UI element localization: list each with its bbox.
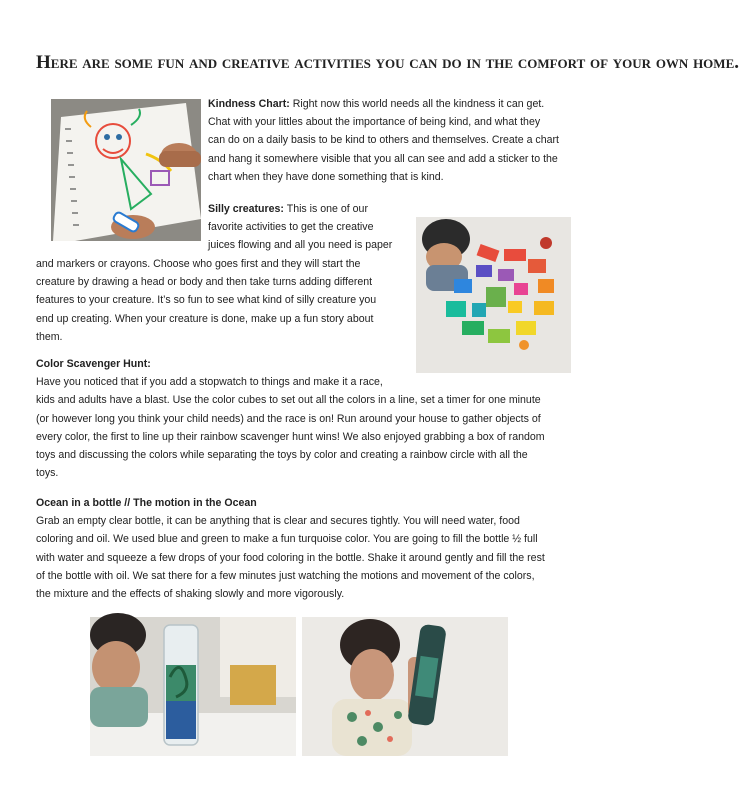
kindness-paragraph — [208, 95, 588, 186]
kindness-heading: Kindness Chart: — [208, 98, 290, 110]
silly-paragraph-top — [208, 200, 413, 255]
kindness-line: Right now this world needs all the kindness it can get. — [289, 98, 545, 110]
silly-paragraph-bottom — [36, 255, 416, 346]
kindness-line: Chat with your littles about the importance of being kind, and what they — [208, 116, 541, 129]
silly-line: juices flowing and all you need is paper — [208, 239, 393, 252]
silly-line: This is one of our — [283, 203, 368, 215]
kindness-line: and hang it somewhere visible that you all can see and add a sticker to the — [208, 152, 558, 165]
silly-line: features to your creature. It’s so fun to see what kind of silly creature you — [36, 294, 377, 307]
silly-heading: Silly creatures: — [208, 203, 284, 215]
bottle-photo-right — [302, 617, 508, 756]
scavenger-line: Have you noticed that if you add a stopwatch to things and make it a race, — [36, 376, 383, 389]
silly-line: favorite activities to get the creative — [208, 221, 374, 234]
kindness-line: chart when they have done something that is kind. — [208, 170, 444, 183]
scavenger-line: every color, the first to line up their rainbow scavenger hunt wins! We also enjoyed grabbing a box of random — [36, 430, 545, 443]
rainbow-toys-photo — [416, 217, 571, 373]
scavenger-line: toys and discussing the colors while separating the toys by color and creating a rainbow circle with all the — [36, 449, 528, 462]
silly-line: creature by drawing a head or body and then take turns adding different — [36, 276, 373, 289]
scavenger-line: toys. — [36, 467, 59, 480]
page-title: Here are some fun and creative activities you can do in the comfort of your own home. — [36, 52, 739, 73]
silly-line: end up creating. When your creature is done, make up a fun story about — [36, 312, 374, 325]
ocean-line: coloring and oil. We used blue and green to make a fun turquoise color. You are going to fill the bottle ½ full — [36, 533, 538, 546]
ocean-line: Grab an empty clear bottle, it can be anything that is clear and secures tightly. You will need water, food — [36, 515, 520, 528]
ocean-line: with water and squeeze a few drops of your food coloring in the bottle. Shake it around gently and fill the rest — [36, 551, 545, 564]
scavenger-line: (or however long you think your child needs) and the race is on! Run around your house to gather objects of — [36, 412, 541, 425]
ocean-line: of the bottle with oil. We sat there for a few minutes just watching the motions and movement of the colors, — [36, 569, 535, 582]
scavenger-paragraph — [36, 355, 592, 482]
scavenger-heading: Color Scavenger Hunt: — [36, 358, 151, 370]
ocean-paragraph — [36, 494, 592, 603]
kindness-line: can do on a daily basis to be kind to others and themselves. Create a chart — [208, 134, 559, 147]
ocean-line: the mixture and the effects of shaking slowly and more vigorously. — [36, 588, 345, 601]
silly-line: and markers or crayons. Choose who goes first and they will start the — [36, 258, 361, 270]
ocean-heading: Ocean in a bottle // The motion in the Ocean — [36, 497, 257, 509]
bottle-photo-left — [90, 617, 296, 756]
silly-line: them. — [36, 330, 63, 343]
scavenger-line: kids and adults have a blast. Use the color cubes to set out all the colors in a line, set a timer for one minute — [36, 394, 541, 407]
drawing-photo — [51, 99, 201, 241]
